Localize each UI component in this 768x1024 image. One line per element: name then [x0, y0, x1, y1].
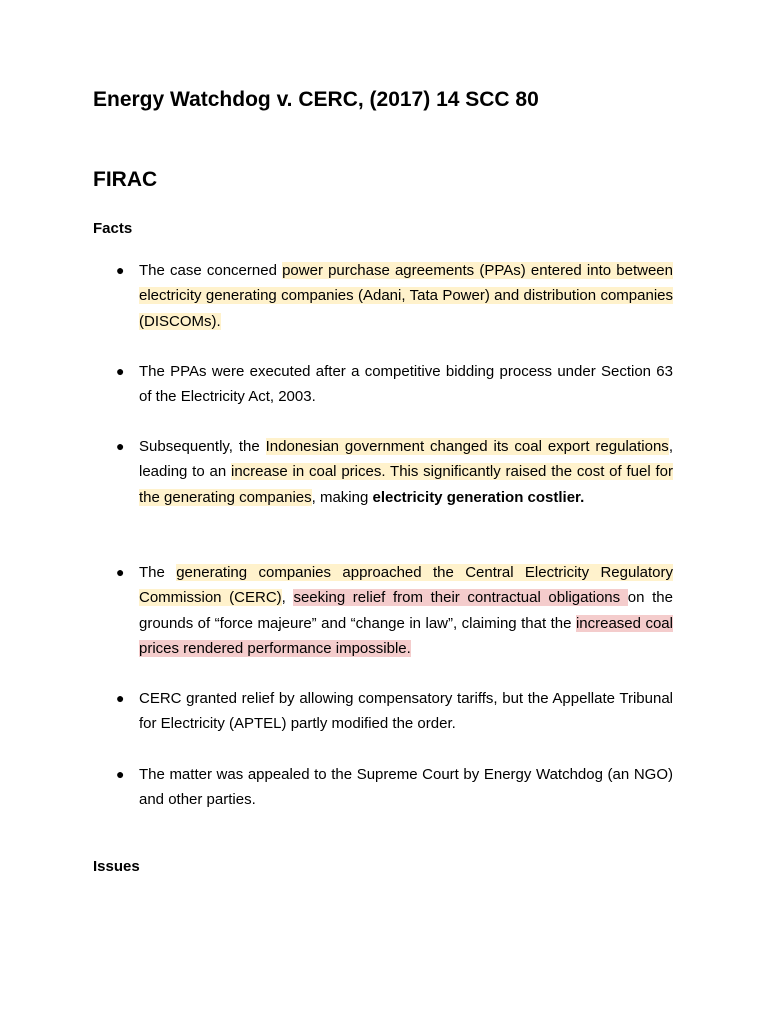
fact-3-part-2: , leading to an	[139, 438, 673, 481]
fact-4-highlight-3: increased coal prices rendered performance impossible.	[139, 614, 673, 657]
fact-bullet-6	[116, 762, 673, 813]
fact-text-3	[139, 434, 673, 510]
fact-3-part-3: , making	[311, 488, 373, 506]
fact-bullet-2	[116, 359, 673, 410]
fact-6-part-1: The matter was appealed to the Supreme Court by Energy Watchdog (an NGO) and other parties.	[139, 766, 673, 809]
fact-bullet-4	[116, 560, 673, 661]
fact-3-bold: electricity generation costlier.	[372, 488, 585, 506]
fact-text-2	[139, 359, 673, 410]
fact-3-highlight-2: increase in coal prices. This significantly raised the cost of fuel for the generating companies	[139, 463, 673, 506]
fact-4-part-3: on the grounds of “force majeure” and “change in law”, claiming that the	[139, 589, 673, 632]
fact-4-part-2: ,	[281, 589, 294, 607]
bullet-icon: ●	[116, 766, 125, 782]
fact-3-part-1: Subsequently, the	[139, 438, 266, 455]
bullet-icon: ●	[116, 564, 125, 580]
fact-1-highlight-1: power purchase agreements (PPAs) entered into between electricity generating companies (Adani, Tata Power) and distribution companies (DISCOMs).	[139, 262, 673, 330]
case-title: Energy Watchdog v. CERC, (2017) 14 SCC 80	[93, 88, 539, 111]
fact-bullet-3	[116, 434, 673, 510]
facts-heading: Facts	[93, 220, 133, 237]
bullet-icon: ●	[116, 438, 125, 454]
fact-5-part-1: CERC granted relief by allowing compensatory tariffs, but the Appellate Tribunal for Electricity (APTEL) partly modified the order.	[139, 690, 673, 733]
bullet-icon: ●	[116, 262, 125, 278]
issues-heading: Issues	[93, 858, 140, 875]
fact-4-highlight-2: seeking relief from their contractual obligations	[293, 589, 628, 607]
fact-4-part-1: The	[139, 564, 177, 581]
fact-bullet-1	[116, 258, 673, 334]
fact-text-5	[139, 686, 673, 737]
fact-4-highlight-1: generating companies approached the Central Electricity Regulatory Commission (CERC)	[139, 564, 673, 607]
fact-text-6	[139, 762, 673, 813]
bullet-icon: ●	[116, 363, 125, 379]
fact-1-part-1: The case concerned	[139, 262, 283, 279]
fact-text-4	[139, 560, 673, 661]
bullet-icon: ●	[116, 690, 125, 706]
firac-heading: FIRAC	[93, 168, 158, 191]
fact-2-part-1: The PPAs were executed after a competitive bidding process under Section 63 of the Electricity Act, 2003.	[139, 363, 673, 406]
fact-text-1	[139, 258, 673, 334]
fact-bullet-5	[116, 686, 673, 737]
fact-3-highlight-1: Indonesian government changed its coal export regulations	[265, 438, 669, 455]
